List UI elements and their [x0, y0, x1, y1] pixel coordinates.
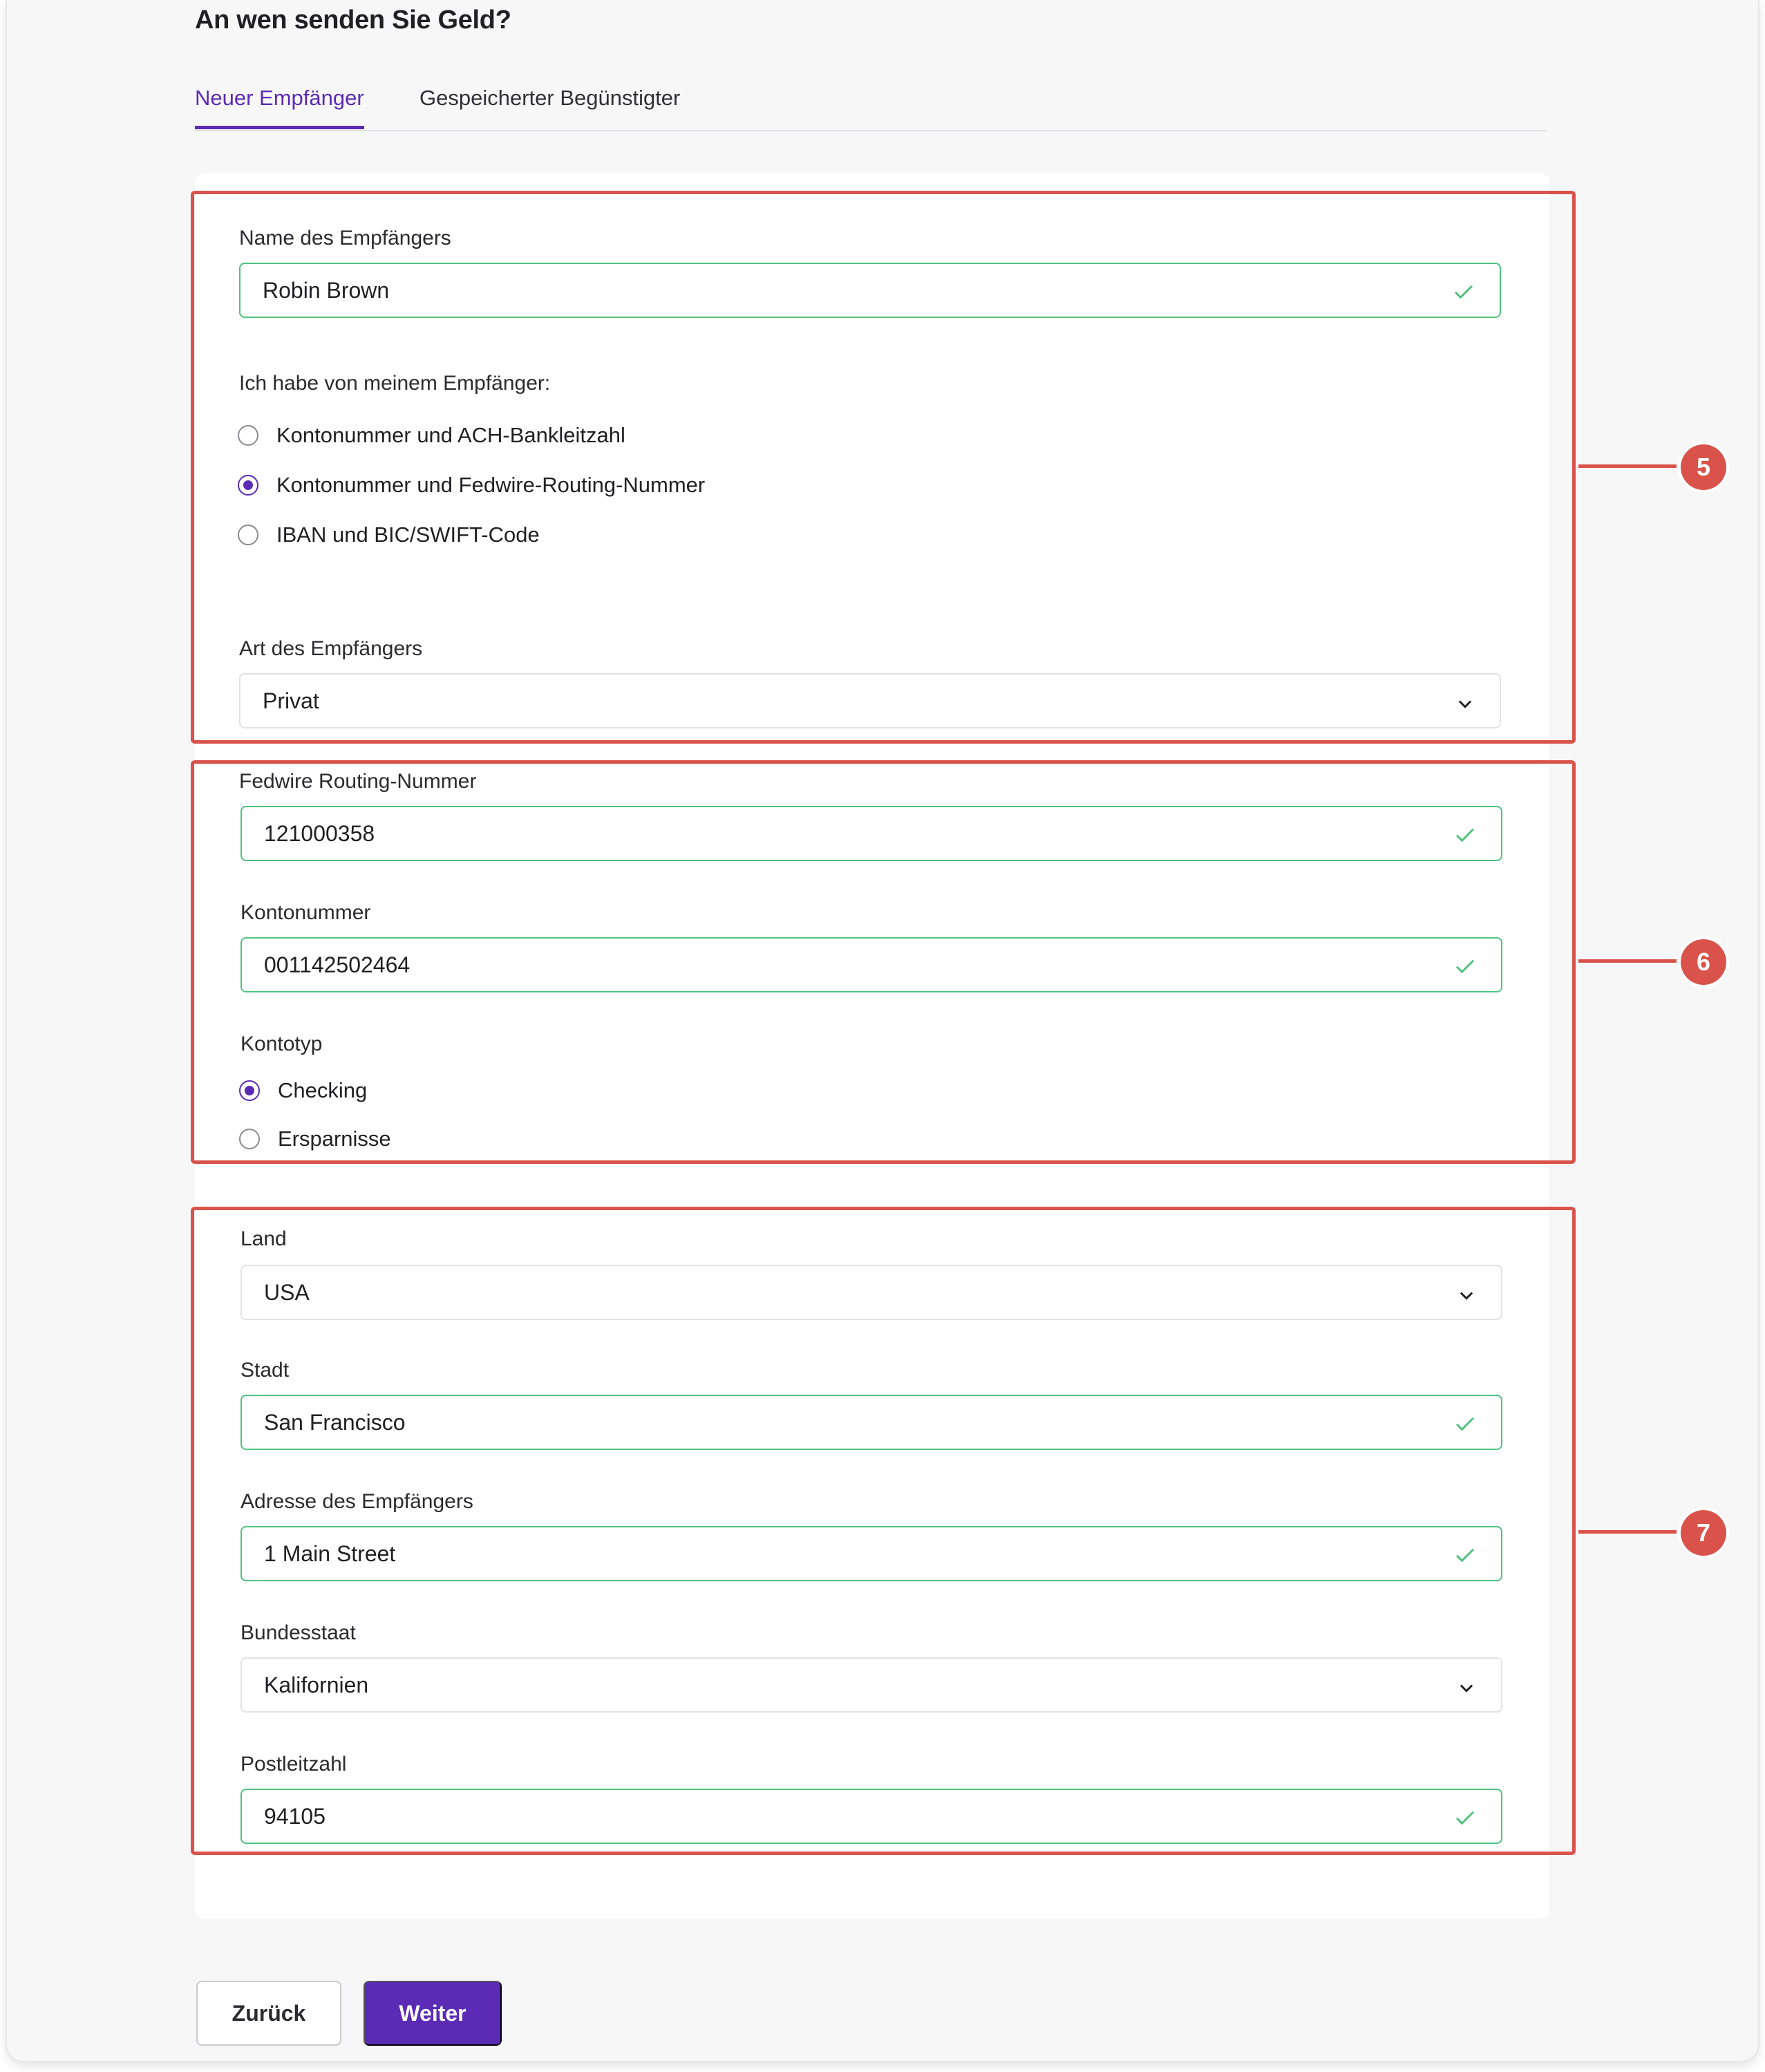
check-icon — [1453, 1805, 1478, 1830]
radio-ach-circle[interactable] — [238, 425, 258, 446]
radio-checking[interactable] — [239, 1078, 367, 1103]
zip-value: 94105 — [264, 1803, 325, 1829]
radio-ach[interactable] — [238, 423, 625, 448]
radio-savings[interactable] — [239, 1127, 391, 1151]
tab-new-recipient[interactable]: Neuer Empfänger — [195, 86, 364, 129]
state-label: Bundesstaat — [240, 1621, 356, 1644]
radio-iban-circle[interactable] — [238, 525, 258, 545]
account-number-label: Kontonummer — [240, 901, 371, 924]
account-type-label: Kontotyp — [240, 1033, 323, 1055]
check-icon — [1453, 954, 1478, 979]
routing-number-input[interactable] — [240, 806, 1502, 861]
radio-savings-circle[interactable] — [239, 1129, 260, 1149]
chevron-down-icon — [1457, 1285, 1476, 1305]
radio-iban[interactable] — [238, 522, 540, 547]
city-label: Stadt — [240, 1359, 290, 1382]
radio-checking-circle[interactable] — [239, 1080, 260, 1101]
routing-number-value: 121000358 — [264, 820, 375, 846]
check-icon — [1453, 822, 1478, 847]
zip-input[interactable] — [240, 1789, 1502, 1844]
chevron-down-icon — [1457, 1678, 1476, 1697]
radio-iban-label: IBAN und BIC/SWIFT-Code — [276, 522, 540, 547]
annotation-badge-7: 7 — [1681, 1510, 1726, 1556]
annotation-connector-6 — [1578, 959, 1677, 963]
account-info-label: Ich habe von meinem Empfänger: — [239, 372, 551, 395]
annotation-connector-5 — [1578, 464, 1677, 468]
radio-fedwire-circle[interactable] — [238, 475, 258, 496]
recipient-name-label: Name des Empfängers — [239, 227, 451, 249]
state-value: Kalifornien — [264, 1672, 369, 1697]
tab-bar — [195, 83, 1547, 131]
radio-ach-label: Kontonummer und ACH-Bankleitzahl — [276, 423, 625, 447]
country-select[interactable] — [240, 1265, 1502, 1320]
recipient-type-label: Art des Empfängers — [239, 637, 423, 660]
tab-saved-beneficiary[interactable]: Gespeicherter Begünstigter — [419, 86, 681, 110]
page-title: An wen senden Sie Geld? — [195, 6, 511, 35]
routing-number-label: Fedwire Routing-Nummer — [239, 770, 477, 793]
check-icon — [1451, 279, 1476, 304]
street-value: 1 Main Street — [264, 1541, 396, 1566]
city-input[interactable] — [240, 1395, 1502, 1450]
back-button[interactable]: Zurück — [196, 1981, 341, 2046]
street-label: Adresse des Empfängers — [240, 1490, 473, 1513]
state-select[interactable] — [240, 1657, 1502, 1713]
radio-fedwire[interactable] — [238, 473, 705, 498]
country-value: USA — [264, 1279, 310, 1305]
account-number-value: 001142502464 — [264, 952, 410, 977]
chevron-down-icon — [1455, 694, 1475, 713]
next-button[interactable]: Weiter — [364, 1981, 502, 2046]
annotation-connector-7 — [1578, 1530, 1677, 1534]
recipient-type-value: Privat — [263, 688, 319, 713]
recipient-type-select[interactable] — [239, 673, 1501, 728]
check-icon — [1453, 1411, 1478, 1436]
annotation-badge-5: 5 — [1681, 444, 1726, 490]
country-label: Land — [240, 1227, 287, 1250]
recipient-name-value: Robin Brown — [263, 277, 390, 303]
check-icon — [1453, 1543, 1478, 1567]
zip-label: Postleitzahl — [240, 1753, 347, 1776]
annotation-badge-6: 6 — [1681, 939, 1726, 985]
city-value: San Francisco — [264, 1409, 406, 1435]
radio-checking-label: Checking — [278, 1078, 368, 1102]
recipient-name-input[interactable] — [239, 263, 1501, 318]
account-number-input[interactable] — [240, 937, 1502, 992]
radio-fedwire-label: Kontonummer und Fedwire-Routing-Nummer — [276, 473, 706, 497]
radio-savings-label: Ersparnisse — [278, 1127, 391, 1151]
street-input[interactable] — [240, 1526, 1502, 1581]
